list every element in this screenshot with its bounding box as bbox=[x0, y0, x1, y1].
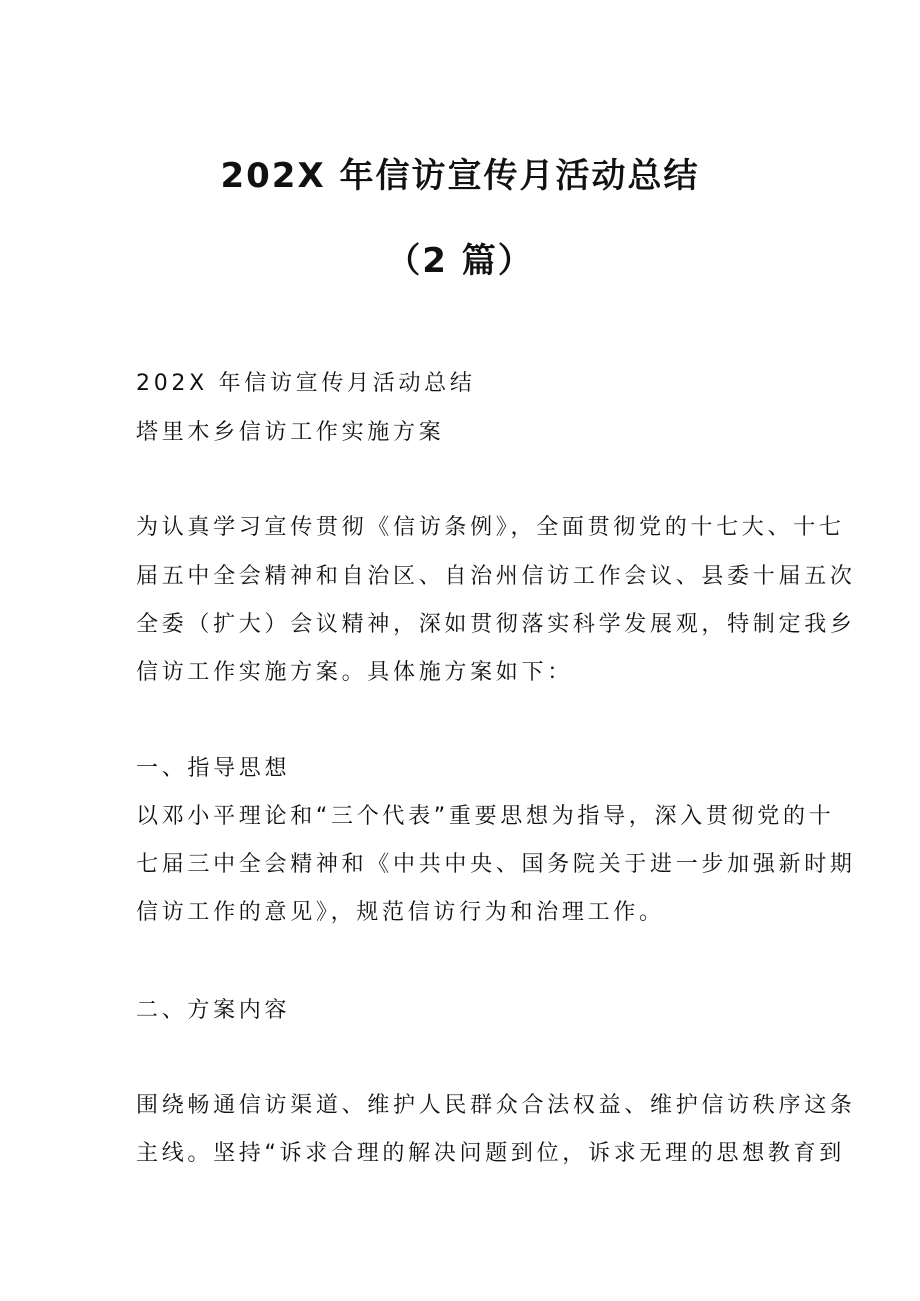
body-line: 七届三中全会精神和《中共中央、国务院关于进一步加强新时期 bbox=[136, 852, 856, 877]
document-subtitle: （2 篇） bbox=[386, 241, 534, 281]
body-line: 以邓小平理论和“三个代表”重要思想为指导，深入贯彻党的十 bbox=[136, 804, 835, 829]
intro-line: 为认真学习宣传贯彻《信访条例》，全面贯彻党的十七大、十七 bbox=[136, 515, 845, 540]
toc-item: 塔里木乡信访工作实施方案 bbox=[136, 420, 445, 445]
intro-line: 全委（扩大）会议精神，深如贯彻落实科学发展观，特制定我乡 bbox=[136, 612, 856, 637]
section-heading: 一、指导思想 bbox=[136, 756, 291, 781]
document-title: 202X 年信访宣传月活动总结 bbox=[220, 156, 700, 196]
body-line: 主线。坚持“诉求合理的解决问题到位，诉求无理的思想教育到 bbox=[136, 1141, 845, 1166]
intro-line: 信访工作实施方案。具体施方案如下： bbox=[136, 660, 573, 685]
toc-item: 202X 年信访宣传月活动总结 bbox=[136, 371, 476, 396]
body-line: 围绕畅通信访渠道、维护人民群众合法权益、维护信访秩序这条 bbox=[136, 1093, 856, 1118]
section-heading: 二、方案内容 bbox=[136, 998, 291, 1023]
body-line: 信访工作的意见》，规范信访行为和治理工作。 bbox=[136, 900, 665, 925]
intro-line: 届五中全会精神和自治区、自治州信访工作会议、县委十届五次 bbox=[136, 564, 856, 589]
